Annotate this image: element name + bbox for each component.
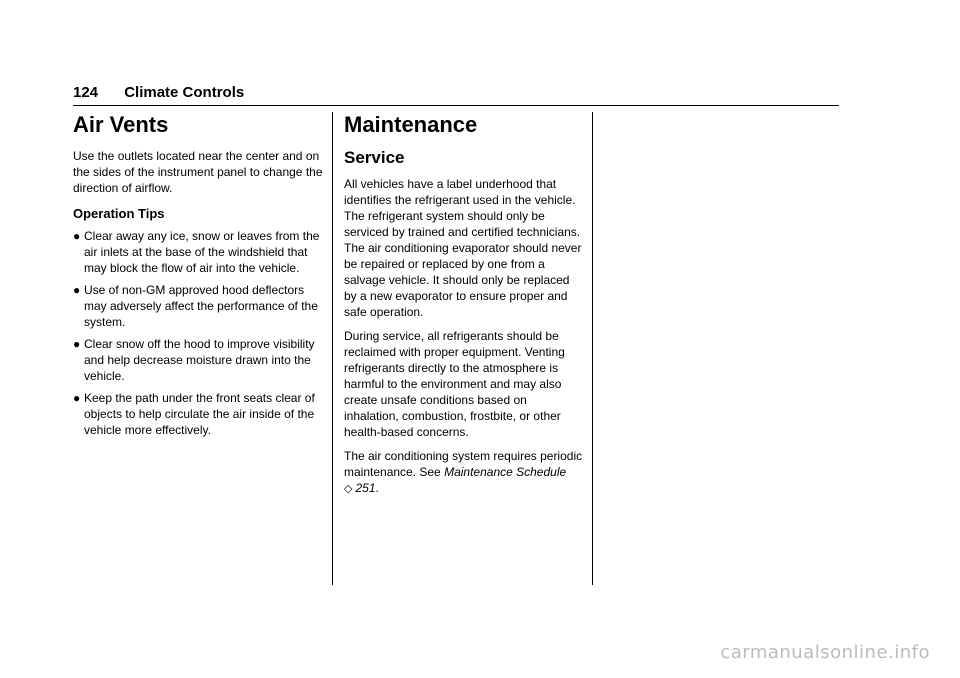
air-vents-heading: Air Vents — [73, 112, 169, 137]
air-vents-column — [73, 112, 326, 444]
service-paragraph-1: All vehicles have a label underhood that identifies the refrigerant used in the vehicle. The refrigerant system should only be serviced by trained and certified technicians. The air conditioning evaporator should never be repaired or replaced by one from a salvage vehicle. It should only be replaced by a new evaporator to ensure proper and safe operation. — [344, 177, 582, 319]
column-divider — [332, 112, 333, 585]
maintenance-schedule-link[interactable]: Maintenance Schedule — [444, 465, 567, 479]
page-number: 124 — [73, 84, 99, 101]
list-item: ● Clear away any ice, snow or leaves from the air inlets at the base of the windshield that may block the flow of air into the vehicle. — [73, 229, 320, 275]
list-item: ● Use of non-GM approved hood deflectors may adversely affect the performance of the system. — [73, 283, 318, 329]
operation-tips-list — [73, 228, 326, 438]
bullet-icon: ● — [73, 391, 81, 405]
page-ref-arrow-icon: ◇ — [344, 483, 353, 495]
list-item: ● Keep the path under the front seats clear of objects to help circulate the air inside of the vehicle more effectively. — [73, 391, 315, 437]
column-divider — [592, 112, 593, 585]
maintenance-heading: Maintenance — [344, 112, 478, 137]
service-paragraph-3: The air conditioning system requires periodic maintenance. See Maintenance Schedule ◇ 251. — [344, 449, 583, 495]
service-paragraph-2: During service, all refrigerants should be reclaimed with proper equipment. Venting refrigerants directly to the atmosphere is harmful to the environment and may also create unsafe conditions based on inhalation, combustion, frostbite, or other health-based concerns. — [344, 329, 565, 439]
watermark: carmanualsonline.info — [720, 642, 930, 663]
operation-tips-heading: Operation Tips — [73, 206, 165, 221]
service-heading: Service — [344, 148, 405, 167]
bullet-icon: ● — [73, 337, 81, 351]
air-vents-intro: Use the outlets located near the center and on the sides of the instrument panel to change the direction of airflow. — [73, 149, 323, 195]
page-header — [73, 83, 839, 106]
bullet-icon: ● — [73, 283, 81, 297]
maintenance-column — [344, 112, 584, 505]
page-reference[interactable]: 251 — [355, 481, 376, 495]
section-title: Climate Controls — [124, 84, 245, 101]
bullet-icon: ● — [73, 229, 81, 243]
list-item: ● Clear snow off the hood to improve visibility and help decrease moisture drawn into the vehicle. — [73, 337, 315, 383]
